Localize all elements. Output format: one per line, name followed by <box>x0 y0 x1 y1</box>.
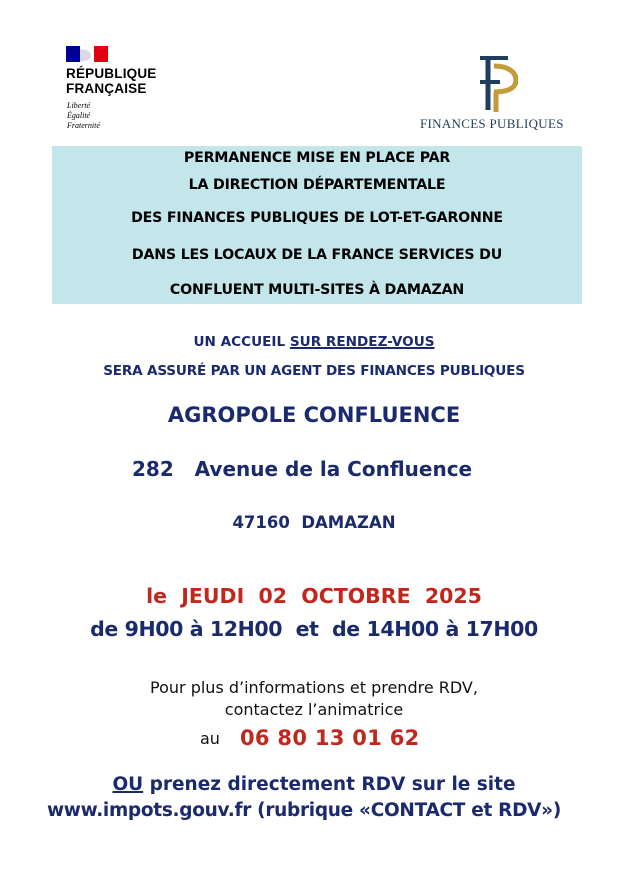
contact-line1: Pour plus d’informations et prendre RDV, <box>150 678 478 697</box>
online-ou: OU <box>112 774 144 795</box>
contact-line2: contactez l’animatrice <box>224 700 404 719</box>
banner-line: DANS LES LOCAUX DE LA FRANCE SERVICES DU <box>131 247 503 263</box>
event-hours: de 9H00 à 12H00 et de 14H00 à 17H00 <box>90 617 538 641</box>
rf-name-line2: FRANÇAISE <box>66 81 147 96</box>
online-line1 <box>0 774 628 795</box>
motto-fraternite: Fraternité <box>67 121 100 130</box>
rf-name-line1: RÉPUBLIQUE <box>66 66 157 81</box>
banner-line: CONFLUENT MULTI-SITES À DAMAZAN <box>169 282 465 298</box>
accueil-prefix: UN ACCUEIL <box>193 334 290 350</box>
event-date: le JEUDI 02 OCTOBRE 2025 <box>146 584 482 608</box>
marianne-flag-icon <box>66 46 108 62</box>
info-banner <box>52 146 582 304</box>
contact-au: au <box>200 729 220 748</box>
address-place: AGROPOLE CONFLUENCE <box>167 403 461 427</box>
finances-publiques-name: FINANCES PUBLIQUES <box>420 116 564 131</box>
contact-phone: 06 80 13 01 62 <box>240 726 420 750</box>
banner-line: DES FINANCES PUBLIQUES DE LOT-ET-GARONNE <box>131 210 503 226</box>
accueil-rdv-underlined: SUR RENDEZ-VOUS <box>289 334 435 350</box>
address-city: 47160 DAMAZAN <box>232 513 396 532</box>
banner-line: LA DIRECTION DÉPARTEMENTALE <box>188 177 446 193</box>
motto-liberte: Liberté <box>67 101 91 110</box>
accueil-line2: SERA ASSURÉ PAR UN AGENT DES FINANCES PUBLIQUES <box>103 363 525 379</box>
finances-publiques-logo-icon <box>474 52 518 114</box>
republique-francaise-name <box>66 66 157 96</box>
rf-motto <box>67 101 100 131</box>
motto-egalite: Égalité <box>67 111 91 120</box>
online-line1-rest: prenez directement RDV sur le site <box>143 774 516 795</box>
online-line2[interactable]: www.impots.gouv.fr (rubrique «CONTACT et RDV») <box>47 800 561 821</box>
address-street: 282 Avenue de la Confluence <box>132 457 473 481</box>
accueil-line1 <box>0 334 628 350</box>
banner-line: PERMANENCE MISE EN PLACE PAR <box>183 150 451 166</box>
